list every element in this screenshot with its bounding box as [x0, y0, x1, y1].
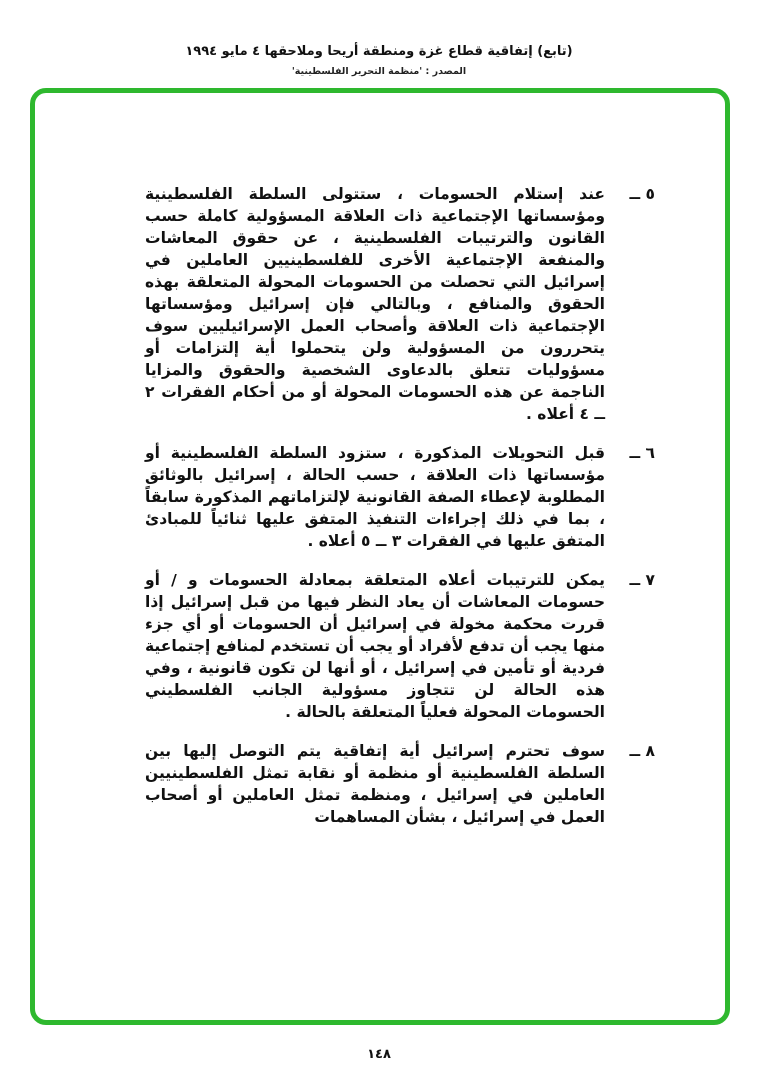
paragraph-8-text: سوف تحترم إسرائيل أية إتفاقية يتم التوصل إليها بين السلطة الفلسطينية أو منظمة أو نقابة تمثل الفلسطينيين العاملين في إسرائيل ، ومنظمة تمثل العاملين أو أصحاب العمل في إسرائيل ، بشأن المساهمات	[145, 742, 605, 826]
paragraph-6-number: ٦ ــ	[629, 444, 655, 462]
green-content-frame	[30, 88, 730, 1025]
paragraph-5-number: ٥ ــ	[629, 185, 655, 203]
page-header	[0, 44, 758, 77]
paragraph-6	[145, 442, 655, 552]
paragraph-7-number: ٧ ــ	[629, 571, 655, 589]
paragraph-8-number: ٨ ــ	[629, 742, 655, 760]
paragraph-5	[145, 183, 655, 425]
paragraph-7-text: يمكن للترتيبات أعلاه المتعلقة بمعادلة الحسومات و / أو حسومات المعاشات أن يعاد النظر فيها من قبل إسرائيل إذا قررت محكمة مخولة في إسرائيل أن الحسومات أو أي جزء منها يجب أن تدفع لأفراد أو يجب أن تستخدم لمنافع إجتماعية فردية أو تأمين في إسرائيل ، أو أنها لن تكون قانونية ، وفي هذه الحالة لن تتجاوز مسؤولية الجانب الفلسطيني الحسومات المحولة فعلياً المتعلقة بالحالة .	[145, 571, 605, 721]
paragraph-6-text: قبل التحويلات المذكورة ، ستزود السلطة الفلسطينية أو مؤسساتها ذات العلاقة ، حسب الحالة ، إسرائيل بالوثائق المطلوبة لإعطاء الصفة القانونية لإلتزاماتهم المذكورة سابقاً ، بما في ذلك إجراءات التنفيذ المتفق عليها ثنائياً للمبادئ المتفق عليها في الفقرات ٣ ــ ٥ أعلاه .	[145, 444, 605, 550]
document-source: المصدر : 'منظمة التحرير الفلسطينية'	[291, 66, 467, 77]
paragraph-7	[145, 569, 655, 723]
document-title: (تابع) إتفاقية قطاع غزة ومنطقة أريحا وملاحقها ٤ مايو ١٩٩٤	[185, 44, 573, 59]
paragraph-8	[145, 740, 655, 828]
page-number: ١٤٨	[367, 1047, 391, 1062]
document-body	[145, 183, 655, 845]
paragraph-5-text: عند إستلام الحسومات ، ستتولى السلطة الفلسطينية ومؤسساتها الإجتماعية ذات العلاقة المسؤولية كاملة حسب القانون والترتيبات الفلسطينية ، عن حقوق المعاشات والمنفعة الإجتماعية الأخرى للفلسطينيين العاملين في إسرائيل التي تحصلت من الحسومات المحولة المتعلقة بهذه الحقوق والمنافع ، وبالتالي فإن إسرائيل ومؤسساتها الإجتماعية ذات العلاقة وأصحاب العمل الإسرائيليين سوف يتحررون من المسؤولية ولن يتحملوا أية إلتزامات أو مسؤوليات تتعلق بالدعاوى الشخصية والحقوق والمزايا الناجمة عن هذه الحسومات المحولة أو من أحكام الفقرات ٢ ــ ٤ أعلاه .	[145, 185, 605, 423]
